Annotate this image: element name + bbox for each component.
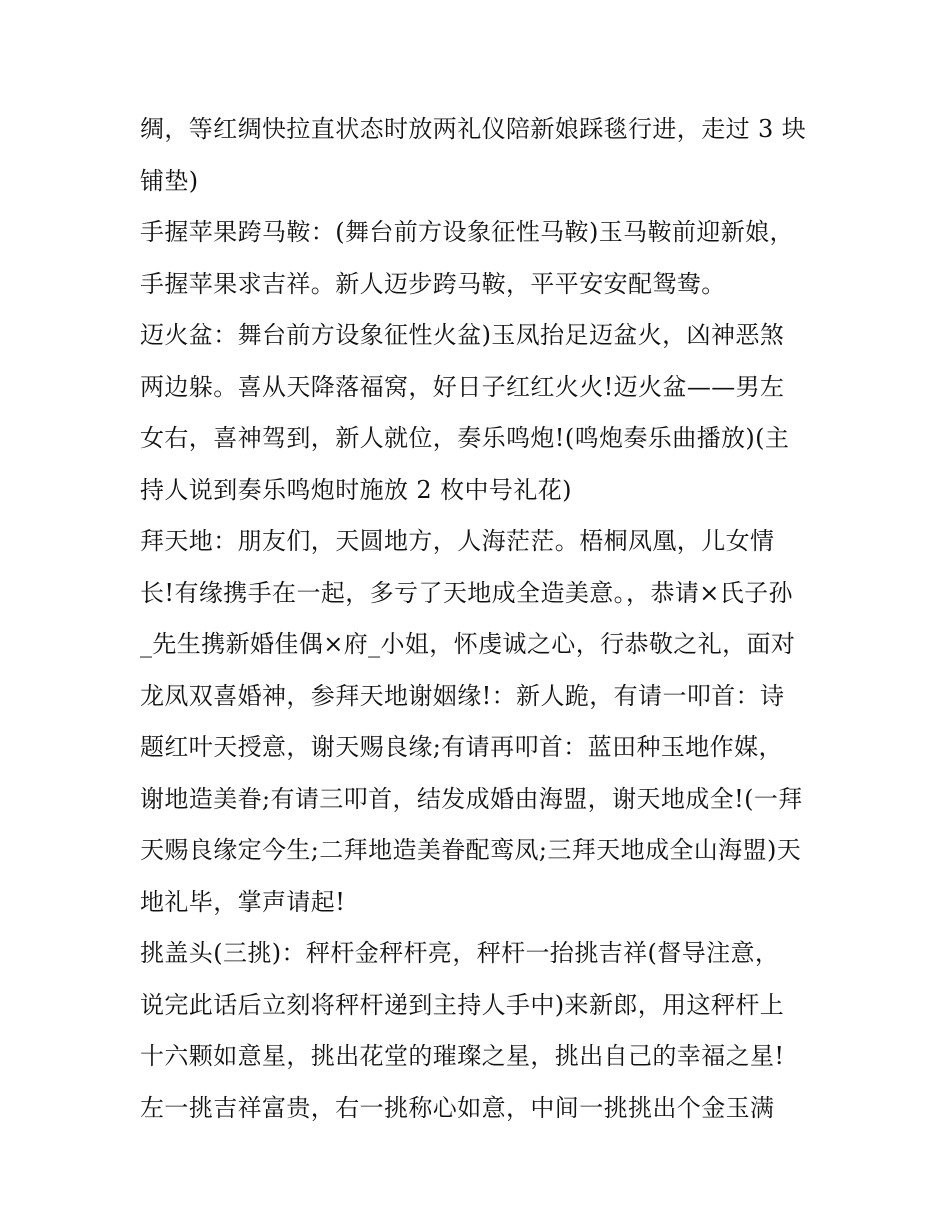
text-line: 十六颗如意星，挑出花堂的璀璨之星，挑出自己的幸福之星! <box>140 1042 785 1070</box>
text-line: 女右，喜神驾到，新人就位，奏乐鸣炮!(鸣炮奏乐曲播放)(主 <box>140 424 790 452</box>
text-line: 手握苹果求吉祥。新人迈步跨马鞍，平平安安配鸳鸯。 <box>140 269 726 298</box>
text-line: 迈火盆：舞台前方设象征性火盆)玉凤抬足迈盆火，凶神恶煞 <box>140 321 785 349</box>
text-line: 地礼毕，掌声请起! <box>140 887 346 916</box>
text-line: _先生携新婚佳偶×府_小姐，怀虔诚之心，行恭敬之礼，面对 <box>140 630 796 658</box>
text-line: 谢地造美眷;有请三叩首，结发成婚由海盟，谢天地成全!(一拜 <box>140 784 803 813</box>
text-line: 长!有缘携手在一起，多亏了天地成全造美意。，恭请×氏子孙 <box>140 578 793 607</box>
text-line: 题红叶天授意，谢天赐良缘;有请再叩首：蓝田种玉地作媒， <box>140 733 783 761</box>
text-line: 天赐良缘定今生;二拜地造美眷配鸾凤;三拜天地成全山海盟)天 <box>140 836 802 864</box>
text-line: 两边躲。喜从天降落福窝，好日子红红火火!迈火盆——男左 <box>140 372 785 401</box>
text-line: 龙凤双喜婚神，参拜天地谢姻缘!：新人跪，有请一叩首：诗 <box>140 681 785 710</box>
text-line: 铺垫) <box>140 166 199 195</box>
text-line: 说完此话后立刻将秤杆递到主持人手中)来新郎，用这秤杆上 <box>140 990 785 1019</box>
text-line: 绸，等红绸快拉直状态时放两礼仪陪新娘踩毯行进，走过 3 块 <box>140 115 807 143</box>
body-text <box>140 104 820 1134</box>
text-line: 左一挑吉祥富贵，右一挑称心如意，中间一挑挑出个金玉满 <box>140 1093 775 1122</box>
text-line: 持人说到奏乐鸣炮时施放 2 枚中号礼花) <box>140 475 572 504</box>
text-line: 拜天地：朋友们，天圆地方，人海茫茫。梧桐凤凰，儿女情 <box>140 527 775 555</box>
text-line: 手握苹果跨马鞍：(舞台前方设象征性马鞍)玉马鞍前迎新娘， <box>140 218 794 246</box>
text-line: 挑盖头(三挑)：秤杆金秤杆亮，秤杆一抬挑吉祥(督导注意， <box>140 939 780 967</box>
